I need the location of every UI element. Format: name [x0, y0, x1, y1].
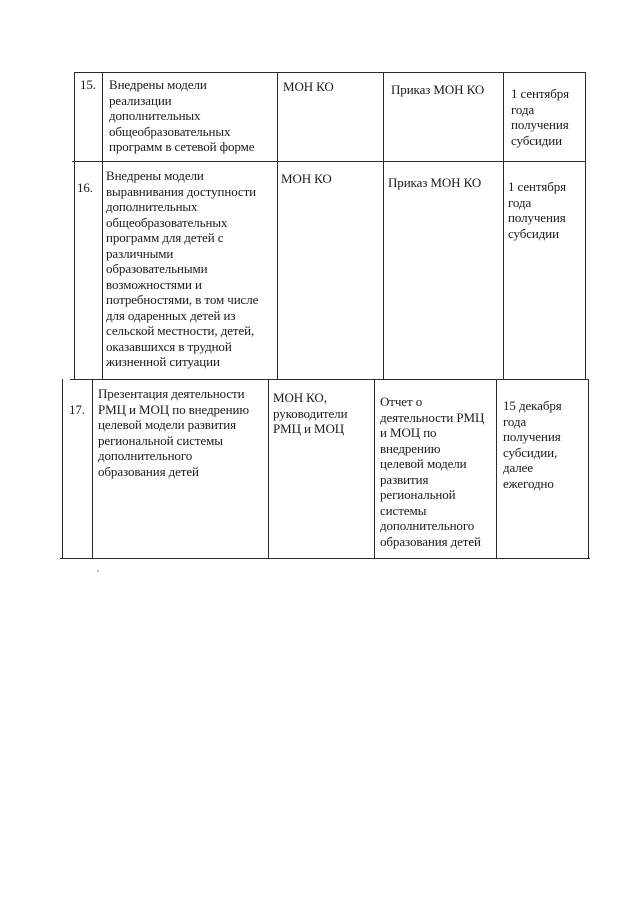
document-cell: Приказ МОН КО: [388, 175, 482, 190]
col-border-right-b: [588, 379, 589, 559]
col-border-resp-b: [374, 379, 375, 559]
deadline-cell: 15 декабря года получения субсидии, далее ежегодно: [503, 398, 562, 491]
measure-cell: Внедрены модели реализации дополнительных общеобразовательных программ в сетевой форме: [109, 77, 255, 154]
responsible-cell: МОН КО: [281, 171, 332, 186]
row-border-top: [74, 72, 585, 73]
col-border-left-a: [74, 72, 75, 379]
responsible-cell: МОН КО, руководители РМЦ и МОЦ: [273, 390, 348, 436]
row-number: 15.: [80, 77, 96, 92]
deadline-cell: 1 сентября года получения субсидии: [508, 179, 566, 241]
col-border-num-a: [102, 72, 103, 379]
measure-cell: Внедрены модели выравнивания доступности дополнительных общеобразовательных программ для детей с различными образовательными возможностями и потребностями, в том числе для одаренных детей из сельской местности, детей, оказавшихся в трудной жизненной ситуации: [106, 168, 259, 369]
row-border-16-17: [70, 379, 588, 380]
row-border-bottom: [60, 558, 590, 559]
document-cell: Приказ МОН КО: [391, 82, 485, 97]
col-border-right-a: [585, 72, 586, 379]
row-number: 17.: [69, 402, 85, 417]
col-border-doc-a: [503, 72, 504, 379]
col-border-doc-b: [496, 379, 497, 559]
scan-speck: [97, 570, 99, 572]
col-border-resp-a: [383, 72, 384, 379]
row-border-15-16: [72, 161, 586, 162]
col-border-measure-a: [277, 72, 278, 379]
row-number: 16.: [77, 180, 93, 195]
responsible-cell: МОН КО: [283, 79, 334, 94]
deadline-cell: 1 сентября года получения субсидии: [511, 86, 569, 148]
col-border-measure-b: [268, 379, 269, 559]
col-border-num-b: [92, 379, 93, 559]
document-cell: Отчет о деятельности РМЦ и МОЦ по внедрению целевой модели развития региональной системы дополнительного образования детей: [380, 394, 485, 549]
measure-cell: Презентация деятельности РМЦ и МОЦ по внедрению целевой модели развития региональной системы дополнительного образования детей: [98, 386, 249, 479]
col-border-left-b: [62, 379, 63, 559]
